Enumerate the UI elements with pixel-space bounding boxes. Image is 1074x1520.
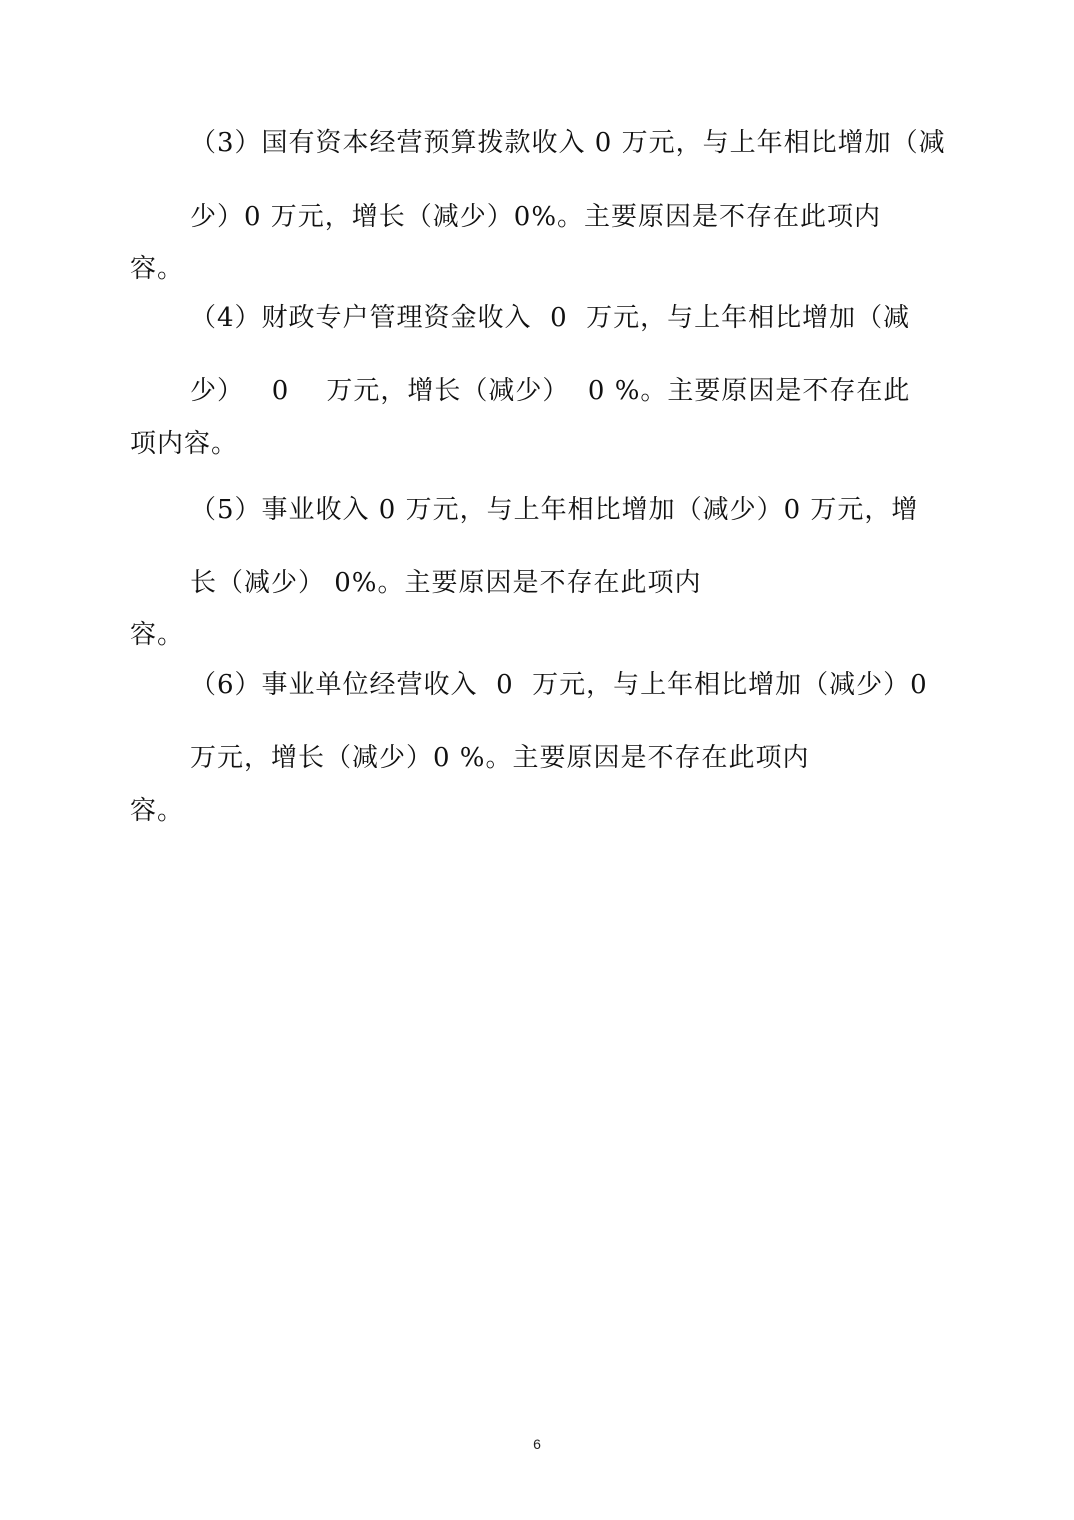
paragraph-6-line-2: 万元，增长（减少）0 %。主要原因是不存在此项内 [190, 743, 810, 773]
paragraph-5-line-1: （5）事业收入 0 万元，与上年相比增加（减少）0 万元，增 [190, 495, 919, 525]
paragraph-6-line-3: 容。 [130, 796, 185, 826]
paragraph-3-line-1: （3）国有资本经营预算拨款收入 0 万元，与上年相比增加（减 [190, 128, 946, 158]
paragraph-4-line-1: （4）财政专户管理资金收入 0 万元，与上年相比增加（减 [190, 303, 911, 333]
paragraph-3-line-3: 容。 [130, 254, 185, 284]
paragraph-4-line-2: 少） 0 万元，增长（减少） 0 %。主要原因是不存在此 [190, 376, 911, 406]
page-number: 6 [533, 1436, 541, 1452]
paragraph-4-line-3: 项内容。 [130, 429, 239, 459]
paragraph-3-line-2: 少）0 万元，增长（减少）0%。主要原因是不存在此项内 [190, 202, 882, 232]
paragraph-6-line-1: （6）事业单位经营收入 0 万元，与上年相比增加（减少）0 [190, 670, 928, 700]
paragraph-5-line-2: 长（减少） 0%。主要原因是不存在此项内 [190, 568, 702, 598]
paragraph-5-line-3: 容。 [130, 620, 185, 650]
